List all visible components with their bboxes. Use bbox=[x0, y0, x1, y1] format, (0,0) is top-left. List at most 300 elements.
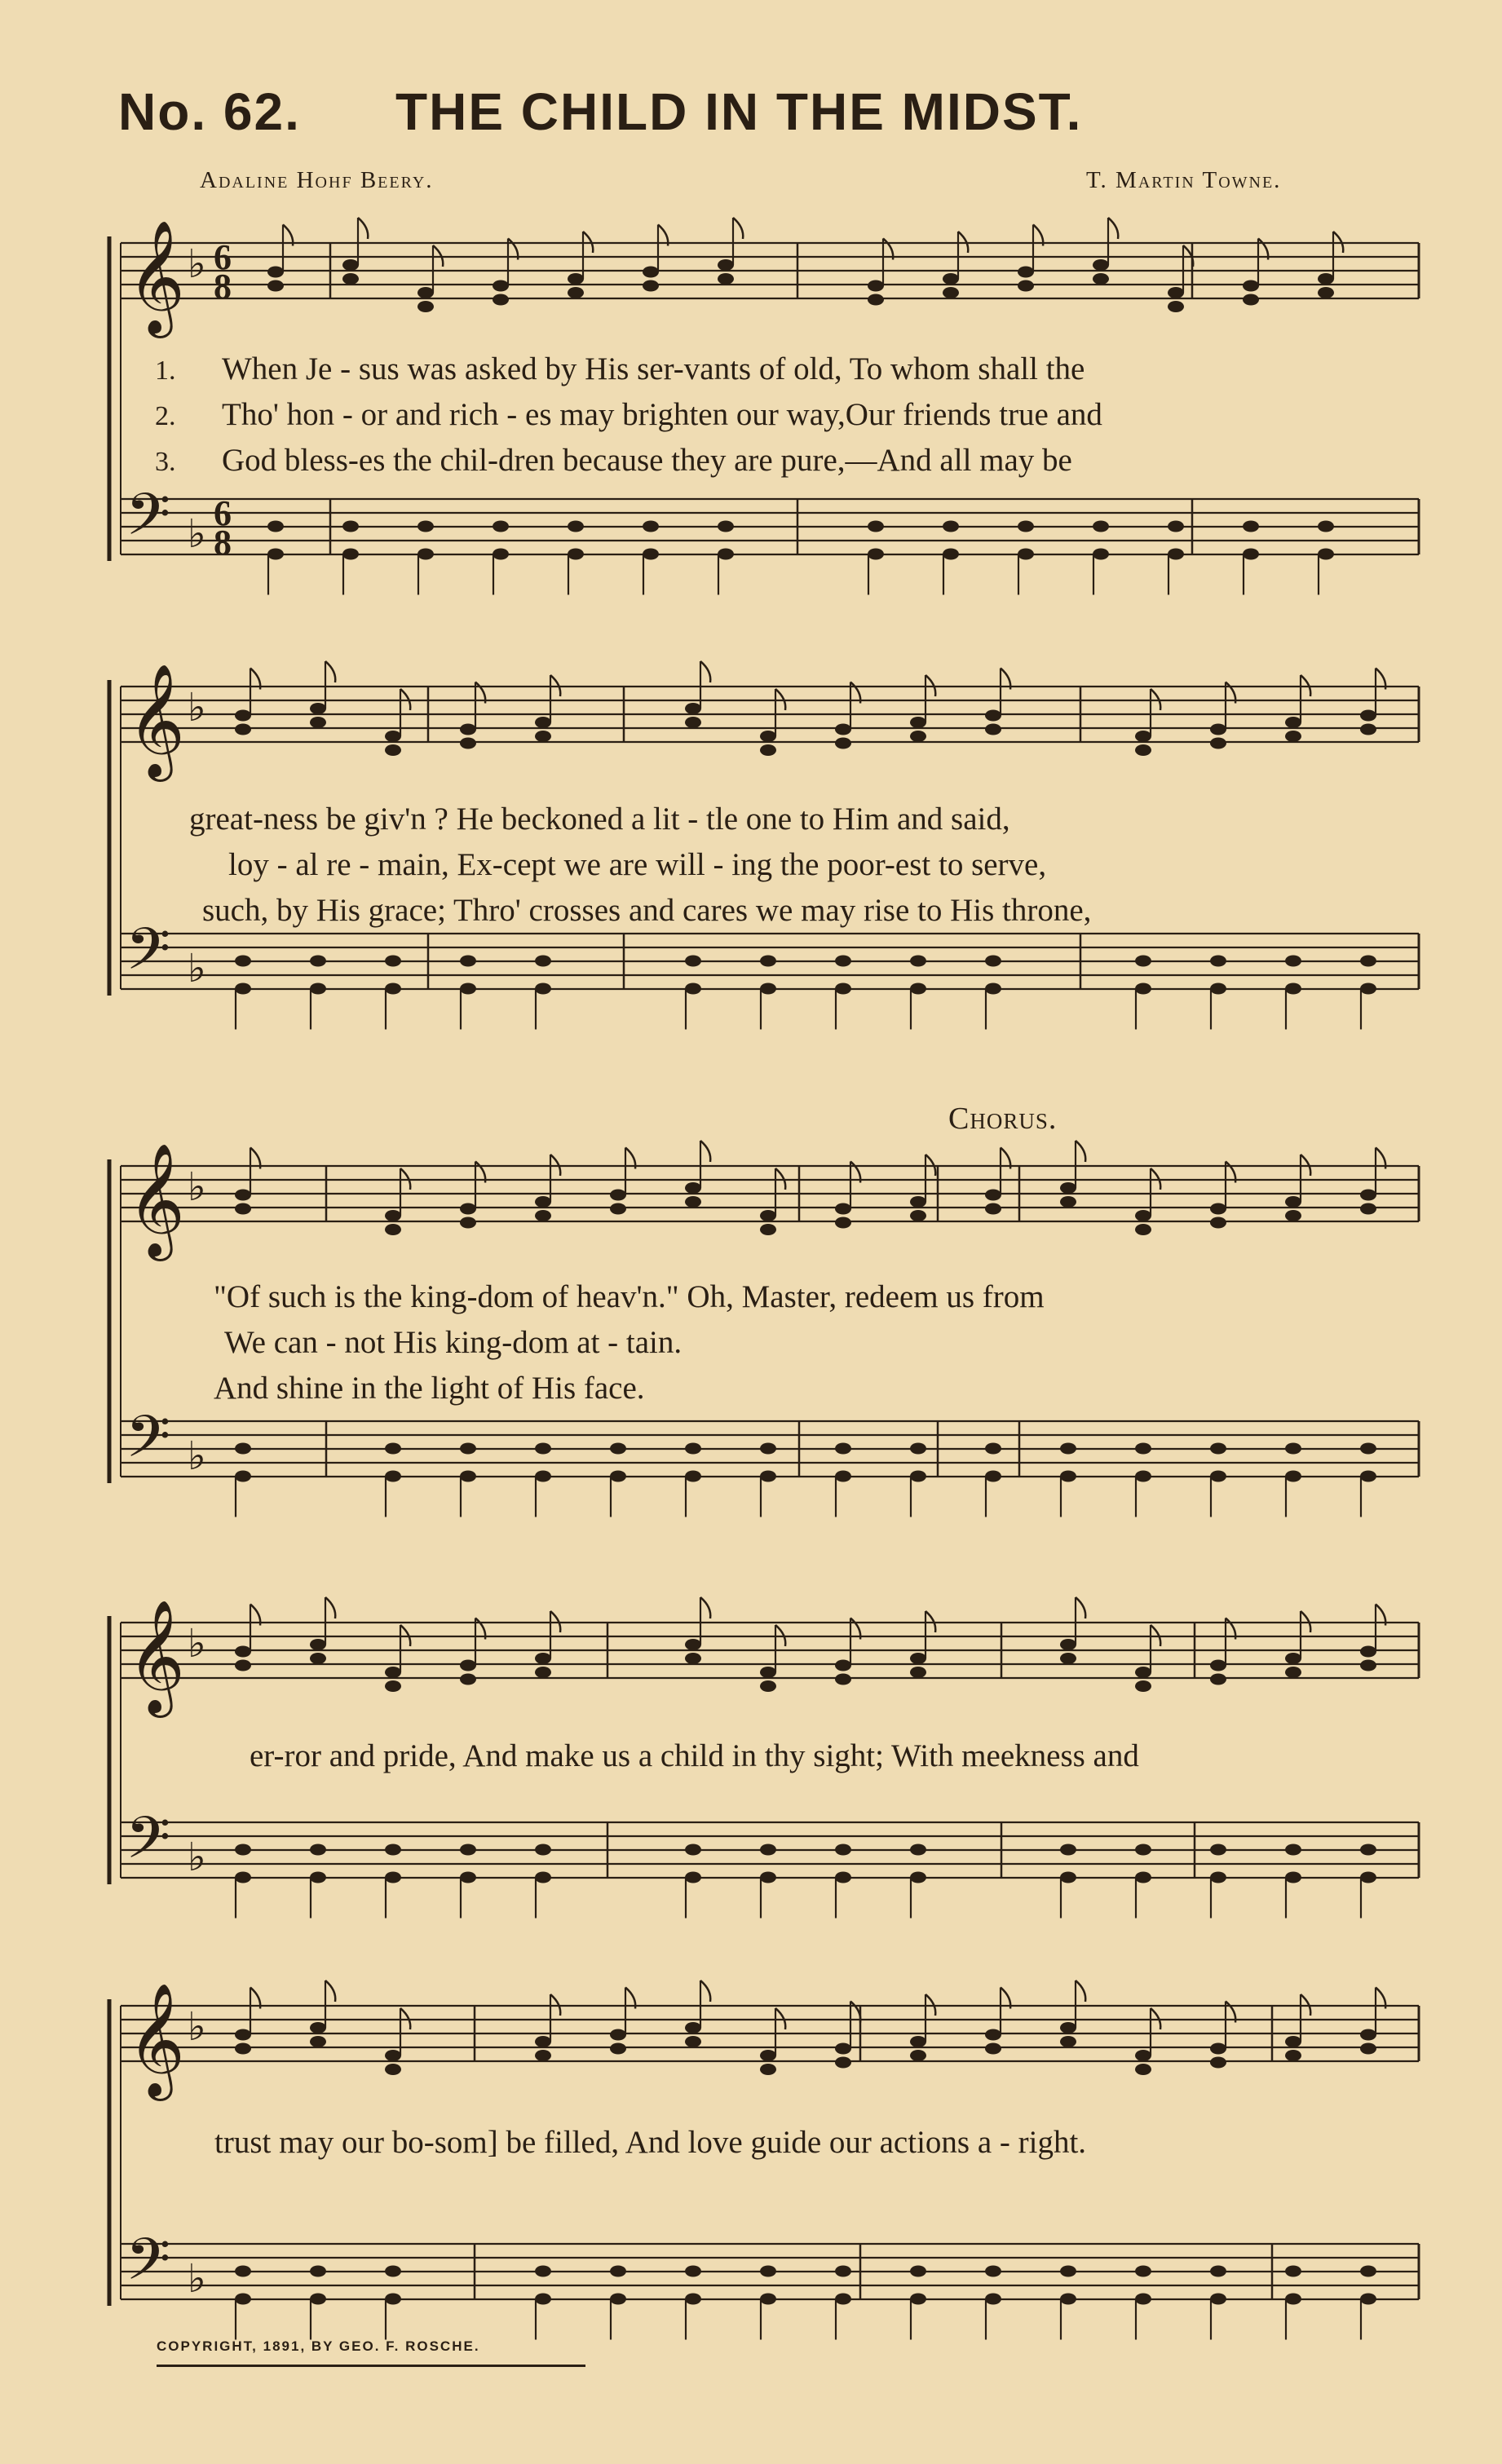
note-head bbox=[985, 2043, 1001, 2055]
note-head bbox=[1210, 724, 1226, 735]
flat-sign: ♭ bbox=[188, 511, 206, 557]
note-head bbox=[1135, 1667, 1151, 1678]
note-head bbox=[535, 1471, 551, 1482]
note-head bbox=[1360, 2266, 1376, 2277]
note-head bbox=[685, 717, 701, 728]
note-head bbox=[910, 1471, 926, 1482]
note-head bbox=[835, 2057, 851, 2069]
note-head bbox=[385, 956, 401, 967]
note-head bbox=[460, 1203, 476, 1215]
note-head bbox=[685, 1653, 701, 1664]
note-head bbox=[760, 2064, 776, 2075]
note-head bbox=[535, 1667, 551, 1678]
flat-sign: ♭ bbox=[188, 1164, 206, 1210]
note-head bbox=[985, 710, 1001, 722]
note-head bbox=[910, 2294, 926, 2305]
note-head bbox=[1135, 1471, 1151, 1482]
note-head bbox=[460, 1844, 476, 1856]
note-head bbox=[1135, 1443, 1151, 1455]
note-head bbox=[910, 1844, 926, 1856]
lyric-line: "Of such is the king-dom of heav'n." Oh, Master, redeem us from bbox=[214, 1279, 1045, 1314]
note-head bbox=[535, 1210, 551, 1221]
note-head bbox=[610, 2266, 626, 2277]
note-head bbox=[835, 1872, 851, 1883]
lyric-line: such, by His grace; Thro' crosses and cares we may rise to His throne, bbox=[202, 893, 1092, 928]
note-head bbox=[1210, 2057, 1226, 2069]
note-flag bbox=[358, 218, 368, 239]
note-head bbox=[310, 956, 326, 967]
hymn-heading bbox=[118, 82, 1423, 142]
flat-sign: ♭ bbox=[188, 1621, 206, 1667]
note-head bbox=[835, 956, 851, 967]
note-head bbox=[760, 1667, 776, 1678]
note-head bbox=[985, 1190, 1001, 1201]
note-head bbox=[342, 259, 359, 271]
note-head bbox=[1135, 2050, 1151, 2061]
note-head bbox=[1285, 1471, 1301, 1482]
note-head bbox=[760, 1844, 776, 1856]
note-head bbox=[310, 717, 326, 728]
note-head bbox=[1360, 1660, 1376, 1671]
note-head bbox=[760, 744, 776, 756]
note-head bbox=[535, 1196, 551, 1208]
chorus-label: Chorus. bbox=[948, 1102, 1058, 1136]
note-head bbox=[910, 1872, 926, 1883]
note-head bbox=[417, 301, 434, 312]
note-head bbox=[310, 2022, 326, 2033]
note-head bbox=[1243, 294, 1259, 306]
note-head bbox=[943, 521, 959, 532]
note-head bbox=[835, 1674, 851, 1685]
note-head bbox=[1243, 521, 1259, 532]
note-head bbox=[835, 983, 851, 995]
note-head bbox=[1243, 549, 1259, 560]
note-head bbox=[610, 2294, 626, 2305]
note-head bbox=[1210, 2043, 1226, 2055]
note-head bbox=[643, 549, 659, 560]
note-head bbox=[1210, 1217, 1226, 1229]
note-head bbox=[1060, 1653, 1076, 1664]
note-head bbox=[535, 731, 551, 742]
note-head bbox=[235, 1203, 251, 1215]
note-head bbox=[342, 549, 359, 560]
lyric-line: When Je - sus was asked by His ser-vants of old, To whom shall the bbox=[222, 351, 1085, 386]
note-head bbox=[1210, 1872, 1226, 1883]
note-head bbox=[385, 983, 401, 995]
note-head bbox=[1135, 1680, 1151, 1692]
note-head bbox=[460, 1471, 476, 1482]
note-head bbox=[1210, 2266, 1226, 2277]
note-head bbox=[685, 2266, 701, 2277]
note-head bbox=[760, 731, 776, 742]
note-head bbox=[1285, 2036, 1301, 2047]
note-head bbox=[985, 1443, 1001, 1455]
note-head bbox=[1360, 2294, 1376, 2305]
note-flag bbox=[325, 1597, 335, 1618]
note-head bbox=[1168, 549, 1184, 560]
note-head bbox=[310, 2294, 326, 2305]
note-head bbox=[1360, 1872, 1376, 1883]
note-head bbox=[1093, 521, 1109, 532]
note-head bbox=[1285, 983, 1301, 995]
note-head bbox=[267, 549, 284, 560]
note-head bbox=[493, 294, 509, 306]
note-head bbox=[1135, 1844, 1151, 1856]
note-head bbox=[985, 1203, 1001, 1215]
note-head bbox=[1210, 1203, 1226, 1215]
note-head bbox=[535, 983, 551, 995]
note-head bbox=[1060, 1182, 1076, 1194]
note-head bbox=[342, 273, 359, 285]
note-head bbox=[835, 2266, 851, 2277]
note-head bbox=[267, 521, 284, 532]
note-head bbox=[1135, 2294, 1151, 2305]
note-head bbox=[1360, 2029, 1376, 2041]
note-flag bbox=[1076, 1141, 1085, 1162]
flat-sign: ♭ bbox=[188, 1835, 206, 1880]
note-head bbox=[1210, 1674, 1226, 1685]
note-head bbox=[235, 1646, 251, 1658]
note-head bbox=[868, 521, 884, 532]
note-head bbox=[685, 983, 701, 995]
note-head bbox=[1285, 1196, 1301, 1208]
lyric-line: We can - not His king-dom at - tain. bbox=[224, 1325, 683, 1360]
note-head bbox=[943, 549, 959, 560]
note-head bbox=[1318, 549, 1334, 560]
note-head bbox=[1135, 744, 1151, 756]
note-head bbox=[493, 549, 509, 560]
note-head bbox=[1285, 1844, 1301, 1856]
note-head bbox=[460, 956, 476, 967]
note-head bbox=[1285, 2266, 1301, 2277]
note-head bbox=[310, 1653, 326, 1664]
note-head bbox=[1243, 280, 1259, 292]
note-head bbox=[1318, 521, 1334, 532]
note-head bbox=[910, 1210, 926, 1221]
note-head bbox=[760, 956, 776, 967]
note-head bbox=[760, 2050, 776, 2061]
note-head bbox=[417, 287, 434, 298]
note-head bbox=[235, 1443, 251, 1455]
note-flag bbox=[1076, 1597, 1085, 1618]
note-head bbox=[342, 521, 359, 532]
note-head bbox=[568, 287, 584, 298]
time-signature: 6 bbox=[214, 237, 232, 277]
note-head bbox=[1360, 2043, 1376, 2055]
note-head bbox=[1360, 710, 1376, 722]
note-head bbox=[1093, 549, 1109, 560]
note-head bbox=[985, 1471, 1001, 1482]
note-head bbox=[1210, 1443, 1226, 1455]
note-flag bbox=[700, 1597, 710, 1618]
footer-rule bbox=[157, 2365, 585, 2367]
note-head bbox=[535, 1443, 551, 1455]
note-head bbox=[685, 2022, 701, 2033]
note-head bbox=[385, 2064, 401, 2075]
note-head bbox=[1018, 549, 1034, 560]
note-head bbox=[868, 280, 884, 292]
note-head bbox=[718, 273, 734, 285]
note-head bbox=[760, 1872, 776, 1883]
note-head bbox=[1210, 2294, 1226, 2305]
bass-clef: 𝄢 bbox=[126, 2226, 171, 2307]
note-head bbox=[760, 983, 776, 995]
note-head bbox=[718, 549, 734, 560]
lyricist-credit: Adaline Hohf Beery. bbox=[200, 167, 434, 193]
verse-number-1: 1. bbox=[155, 355, 176, 386]
note-head bbox=[1360, 724, 1376, 735]
note-head bbox=[610, 1190, 626, 1201]
note-head bbox=[1318, 273, 1334, 285]
bass-clef: 𝄢 bbox=[126, 1403, 171, 1485]
note-head bbox=[1285, 956, 1301, 967]
note-head bbox=[1060, 1872, 1076, 1883]
note-head bbox=[760, 1443, 776, 1455]
note-head bbox=[1135, 2064, 1151, 2075]
treble-clef: 𝄞 bbox=[127, 1983, 185, 2096]
note-head bbox=[1060, 1196, 1076, 1208]
note-head bbox=[1360, 1190, 1376, 1201]
note-head bbox=[1360, 983, 1376, 995]
note-head bbox=[385, 731, 401, 742]
note-head bbox=[1060, 1639, 1076, 1650]
time-signature: 6 bbox=[214, 493, 232, 533]
note-head bbox=[835, 1203, 851, 1215]
note-head bbox=[643, 280, 659, 292]
note-head bbox=[835, 2043, 851, 2055]
note-head bbox=[235, 956, 251, 967]
note-head bbox=[910, 1667, 926, 1678]
note-head bbox=[685, 1196, 701, 1208]
note-head bbox=[568, 521, 584, 532]
note-head bbox=[310, 2266, 326, 2277]
bass-clef: 𝄢 bbox=[126, 916, 171, 997]
note-head bbox=[493, 521, 509, 532]
note-head bbox=[760, 1471, 776, 1482]
note-head bbox=[1018, 280, 1034, 292]
note-head bbox=[460, 1443, 476, 1455]
note-flag bbox=[1076, 1980, 1085, 2002]
note-head bbox=[310, 703, 326, 714]
note-head bbox=[760, 1224, 776, 1235]
note-head bbox=[1060, 2266, 1076, 2277]
note-head bbox=[385, 2050, 401, 2061]
note-head bbox=[1210, 738, 1226, 749]
note-head bbox=[310, 1872, 326, 1883]
note-head bbox=[535, 1872, 551, 1883]
lyric-line: er-ror and pride, And make us a child in thy sight; With meekness and bbox=[250, 1738, 1139, 1773]
flat-sign: ♭ bbox=[188, 946, 206, 991]
hymn-title: THE CHILD IN THE MIDST. bbox=[395, 82, 1083, 141]
note-head bbox=[568, 273, 584, 285]
note-head bbox=[685, 1872, 701, 1883]
note-head bbox=[910, 1443, 926, 1455]
note-head bbox=[985, 2029, 1001, 2041]
lyric-line: loy - al re - main, Ex-cept we are will - ing the poor-est to serve, bbox=[228, 847, 1047, 882]
note-flag bbox=[700, 1980, 710, 2002]
treble-clef: 𝄞 bbox=[127, 664, 185, 777]
note-head bbox=[760, 1210, 776, 1221]
note-head bbox=[1135, 1224, 1151, 1235]
note-head bbox=[910, 2050, 926, 2061]
note-head bbox=[1060, 2036, 1076, 2047]
note-head bbox=[385, 2294, 401, 2305]
note-head bbox=[685, 1639, 701, 1650]
note-head bbox=[1210, 983, 1226, 995]
note-head bbox=[460, 1674, 476, 1685]
note-head bbox=[643, 267, 659, 278]
note-head bbox=[1360, 1443, 1376, 1455]
note-head bbox=[985, 956, 1001, 967]
note-head bbox=[985, 724, 1001, 735]
note-head bbox=[235, 2029, 251, 2041]
note-head bbox=[1285, 1872, 1301, 1883]
note-head bbox=[868, 294, 884, 306]
note-head bbox=[1210, 1660, 1226, 1671]
note-head bbox=[235, 710, 251, 722]
time-signature: 8 bbox=[214, 267, 232, 307]
note-head bbox=[1285, 1210, 1301, 1221]
note-head bbox=[1285, 2294, 1301, 2305]
note-head bbox=[535, 2050, 551, 2061]
note-head bbox=[460, 983, 476, 995]
note-head bbox=[610, 2029, 626, 2041]
note-head bbox=[718, 259, 734, 271]
note-head bbox=[685, 1182, 701, 1194]
note-flag bbox=[325, 1980, 335, 2002]
note-head bbox=[910, 1196, 926, 1208]
note-head bbox=[610, 1443, 626, 1455]
note-head bbox=[385, 1844, 401, 1856]
note-head bbox=[385, 1210, 401, 1221]
note-head bbox=[910, 956, 926, 967]
note-head bbox=[385, 744, 401, 756]
note-head bbox=[385, 1872, 401, 1883]
note-head bbox=[1168, 521, 1184, 532]
note-head bbox=[685, 1471, 701, 1482]
note-head bbox=[1135, 1210, 1151, 1221]
note-head bbox=[910, 717, 926, 728]
note-head bbox=[760, 2266, 776, 2277]
note-head bbox=[1360, 1844, 1376, 1856]
note-flag bbox=[1108, 218, 1118, 239]
note-head bbox=[985, 983, 1001, 995]
note-head bbox=[835, 1217, 851, 1229]
note-head bbox=[1210, 956, 1226, 967]
note-head bbox=[310, 983, 326, 995]
note-head bbox=[610, 1203, 626, 1215]
note-head bbox=[235, 2043, 251, 2055]
note-head bbox=[1018, 521, 1034, 532]
note-head bbox=[835, 724, 851, 735]
treble-clef: 𝄞 bbox=[127, 1600, 185, 1713]
note-head bbox=[385, 2266, 401, 2277]
flat-sign: ♭ bbox=[188, 685, 206, 731]
lyric-line: And shine in the light of His face. bbox=[214, 1371, 645, 1406]
note-head bbox=[1285, 2050, 1301, 2061]
note-head bbox=[835, 1443, 851, 1455]
note-head bbox=[535, 717, 551, 728]
note-head bbox=[610, 1471, 626, 1482]
note-head bbox=[943, 287, 959, 298]
note-head bbox=[910, 2036, 926, 2047]
note-head bbox=[685, 1443, 701, 1455]
note-head bbox=[643, 521, 659, 532]
flat-sign: ♭ bbox=[188, 2004, 206, 2050]
note-head bbox=[493, 280, 509, 292]
note-head bbox=[685, 2294, 701, 2305]
note-head bbox=[267, 267, 284, 278]
note-head bbox=[235, 2294, 251, 2305]
time-signature: 8 bbox=[214, 523, 232, 563]
verse-number-2: 2. bbox=[155, 401, 176, 431]
note-head bbox=[1360, 956, 1376, 967]
note-head bbox=[910, 1653, 926, 1664]
lyric-line: trust may our bo-som] be filled, And love guide our actions a - right. bbox=[214, 2125, 1087, 2160]
note-head bbox=[235, 1190, 251, 1201]
flat-sign: ♭ bbox=[188, 2256, 206, 2302]
verse-number-3: 3. bbox=[155, 447, 176, 477]
note-head bbox=[760, 2294, 776, 2305]
note-head bbox=[1135, 731, 1151, 742]
note-head bbox=[835, 738, 851, 749]
note-flag bbox=[325, 661, 335, 682]
note-head bbox=[417, 549, 434, 560]
note-head bbox=[460, 1872, 476, 1883]
treble-clef: 𝄞 bbox=[127, 1143, 185, 1256]
note-head bbox=[835, 1844, 851, 1856]
note-head bbox=[235, 1872, 251, 1883]
note-head bbox=[385, 1224, 401, 1235]
lyric-line: God bless-es the chil-dren because they are pure,—And all may be bbox=[222, 443, 1072, 478]
note-head bbox=[985, 2294, 1001, 2305]
note-head bbox=[1060, 2294, 1076, 2305]
note-head bbox=[460, 724, 476, 735]
note-head bbox=[1135, 2266, 1151, 2277]
note-head bbox=[535, 1653, 551, 1664]
note-head bbox=[1318, 287, 1334, 298]
lyric-line: great-ness be giv'n ? He beckoned a lit - tle one to Him and said, bbox=[189, 801, 1010, 837]
note-head bbox=[1360, 1203, 1376, 1215]
note-head bbox=[910, 983, 926, 995]
note-head bbox=[1285, 1653, 1301, 1664]
note-head bbox=[235, 724, 251, 735]
note-head bbox=[1093, 259, 1109, 271]
note-head bbox=[385, 1443, 401, 1455]
note-head bbox=[310, 1844, 326, 1856]
note-head bbox=[1093, 273, 1109, 285]
bass-clef: 𝄢 bbox=[126, 481, 171, 563]
hymn-number: No. 62. bbox=[118, 82, 301, 141]
note-head bbox=[385, 1680, 401, 1692]
note-head bbox=[535, 1844, 551, 1856]
note-head bbox=[910, 2266, 926, 2277]
note-head bbox=[610, 2043, 626, 2055]
flat-sign: ♭ bbox=[188, 1433, 206, 1479]
note-head bbox=[535, 2036, 551, 2047]
note-head bbox=[1018, 267, 1034, 278]
note-head bbox=[535, 2266, 551, 2277]
note-head bbox=[1135, 956, 1151, 967]
note-head bbox=[1210, 1844, 1226, 1856]
note-head bbox=[985, 2266, 1001, 2277]
note-head bbox=[235, 983, 251, 995]
note-head bbox=[760, 1680, 776, 1692]
note-head bbox=[460, 1660, 476, 1671]
note-head bbox=[835, 1471, 851, 1482]
note-head bbox=[1285, 1443, 1301, 1455]
note-head bbox=[535, 956, 551, 967]
